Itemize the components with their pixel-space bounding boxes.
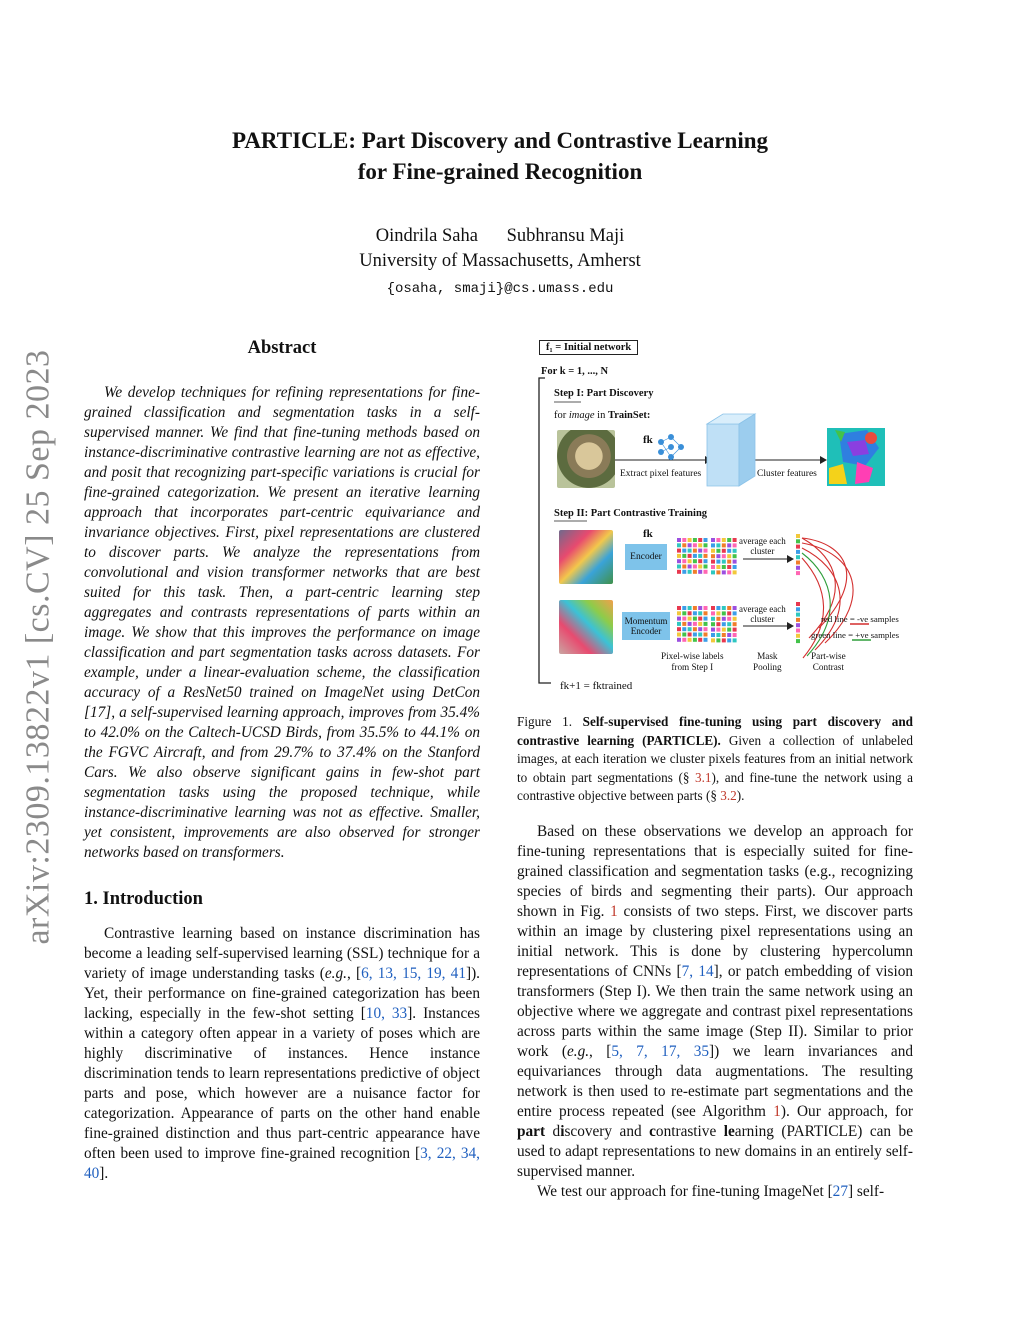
pixel-cell <box>677 633 681 637</box>
pixel-cell <box>722 538 726 542</box>
momentum-encoder-box <box>622 612 670 640</box>
abstract-text: We develop techniques for refining representations for fine-grained classification and segmentation tasks in a self-supervised manner. We find that fine-tuning methods based on instance-discriminative contrastive learning are not as effective, and posit that recognizing part-specific variations is crucial for fine-grained categorization. We present an iterative learning approach that incorporates part-centric equivariance and invariance objectives. First, pixel representations are clustered to discover parts. We analyze the representations from convolutional and vision transformer networks that are best suited for this task. Then, a part-centric learning step aggregates and contrasts representations of parts within an image. We show that this improves the performance on image classification and part segmentation tasks across datasets. For example, under a linear-evaluation scheme, the classification accuracy of a ResNet50 trained on ImageNet using DetCon [17], a self-supervised learning approach, improves from 35.4% to 42.0% on the Caltech-UCSD Birds, from 35.5% to 44.1% on the FGVC Aircraft, and from 29.7% to 37.4% on the Stanford Cars. We also observe significant gains in few-shot part segmentation tasks using the proposed technique, while instance-discriminative learning was not as effective. Smaller, yet consistent, improvements are also observed for stronger networks based on transformers. <box>84 384 480 861</box>
pixel-cell <box>677 554 681 558</box>
pixel-cell <box>693 565 697 569</box>
pixel-cell <box>693 606 697 610</box>
email: {osaha, smaji}@cs.umass.edu <box>386 281 614 297</box>
pixel-cell <box>733 622 737 626</box>
cluster-features-label: Cluster features <box>757 469 817 479</box>
section-ref-link[interactable]: 3.2 <box>720 788 737 804</box>
pixel-cell <box>704 627 708 631</box>
pixel-cell <box>733 628 737 632</box>
pixel-cell <box>796 639 800 643</box>
right-column <box>517 338 913 1202</box>
pixel-cell <box>727 617 731 621</box>
pixel-cell <box>733 554 737 558</box>
cluster-dots-bottom <box>711 606 739 644</box>
pixel-cell <box>698 633 702 637</box>
pixel-grid-momentum <box>677 606 709 644</box>
pixel-cell <box>722 611 726 615</box>
pixel-cell <box>688 559 692 563</box>
pixel-cell <box>733 565 737 569</box>
pixel-cell <box>682 638 686 642</box>
pixel-cell <box>727 570 731 574</box>
pixel-cell <box>716 633 720 637</box>
pixel-cell <box>698 570 702 574</box>
citation-link[interactable]: 27 <box>832 1182 848 1200</box>
pixel-cell <box>796 634 800 638</box>
pixel-cell <box>682 617 686 621</box>
section-heading-introduction: 1. Introduction <box>84 889 203 909</box>
cluster-dots-top <box>711 538 739 576</box>
pixel-cell <box>796 613 800 617</box>
pixel-cell <box>796 534 800 538</box>
bird-image <box>559 530 613 584</box>
pixel-cell <box>711 554 715 558</box>
momentum-label-1: Momentum <box>624 616 668 626</box>
pixel-cell <box>722 570 726 574</box>
pixel-cell <box>711 628 715 632</box>
pixel-cell <box>727 606 731 610</box>
pixel-cell <box>677 606 681 610</box>
pixel-cell <box>704 538 708 542</box>
pixel-cell <box>733 543 737 547</box>
pixel-cell <box>688 554 692 558</box>
pixel-cell <box>727 628 731 632</box>
citation-link[interactable]: 10, 33 <box>365 1005 408 1022</box>
pixel-cell <box>698 638 702 642</box>
pixel-cell <box>716 606 720 610</box>
citation-link[interactable]: 3, 22, 34, 40 <box>84 1145 480 1182</box>
pixel-cell <box>711 565 715 569</box>
pixel-cell <box>733 638 737 642</box>
pixel-cell <box>677 622 681 626</box>
pixel-cell <box>704 611 708 615</box>
pixel-cell <box>727 611 731 615</box>
left-column <box>84 338 480 1184</box>
paper-title <box>150 125 850 187</box>
segmentation-map <box>827 428 885 486</box>
pixel-cell <box>716 570 720 574</box>
contrast-curves <box>802 538 853 658</box>
pixel-cell <box>716 622 720 626</box>
avg-cluster-bottom: average each cluster <box>739 604 786 624</box>
pixel-cell <box>677 617 681 621</box>
pixel-cell <box>711 611 715 615</box>
pixel-cell <box>796 550 800 554</box>
arxiv-stamp <box>18 349 60 945</box>
avg-cluster-top: average each cluster <box>739 536 786 556</box>
pixel-cell <box>716 549 720 553</box>
author-1: Oindrila Saha <box>375 226 478 246</box>
pixel-cell <box>682 611 686 615</box>
citation-link[interactable]: 7, 14 <box>681 962 714 980</box>
pixel-cell <box>693 627 697 631</box>
pixel-cell <box>688 638 692 642</box>
pixel-cell <box>688 570 692 574</box>
pixel-cell <box>704 543 708 547</box>
for-image-label: for image in TrainSet: <box>554 410 651 421</box>
pixel-cell <box>698 565 702 569</box>
pixel-cell <box>682 570 686 574</box>
pixel-cell <box>796 623 800 627</box>
pixel-cell <box>677 570 681 574</box>
pixel-cell <box>704 554 708 558</box>
fk-label-1: fk <box>643 434 653 446</box>
arrowhead <box>787 555 794 563</box>
pixel-cell <box>722 617 726 621</box>
pixel-cell <box>722 638 726 642</box>
pixel-cell <box>722 560 726 564</box>
pixel-cell <box>677 538 681 542</box>
pixel-cell <box>682 606 686 610</box>
pixel-labels-caption: Pixel-wise labels from Step I <box>661 651 724 672</box>
algorithm-ref-link[interactable]: 1 <box>773 1102 781 1120</box>
encoder-box <box>625 544 667 570</box>
pixel-cell <box>722 628 726 632</box>
citation-link[interactable]: 5, 7, 17, 35 <box>611 1042 709 1060</box>
pixel-cell <box>796 561 800 565</box>
pixel-cell <box>796 545 800 549</box>
pixel-cell <box>677 627 681 631</box>
pixel-cell <box>722 606 726 610</box>
mask-pooling-caption: Mask Pooling <box>753 651 782 672</box>
pixel-cell <box>727 549 731 553</box>
pixel-cell <box>698 627 702 631</box>
pixel-cell <box>704 570 708 574</box>
pixel-cell <box>688 622 692 626</box>
pixel-cell <box>704 633 708 637</box>
citation-link[interactable]: 6, 13, 15, 19, 41 <box>361 965 466 982</box>
step2-heading: Step II: Part Contrastive Training <box>554 508 708 519</box>
pixel-cell <box>704 606 708 610</box>
pixel-cell <box>698 554 702 558</box>
author-2: Subhransu Maji <box>506 226 625 246</box>
pixel-cell <box>733 606 737 610</box>
initial-network-label: f₁ = Initial network <box>546 342 632 353</box>
pixel-cell <box>727 538 731 542</box>
loop-bracket <box>539 378 551 683</box>
pooled-vector-bottom <box>796 602 804 646</box>
pixel-cell <box>727 638 731 642</box>
bird-image <box>557 430 615 488</box>
pixel-cell <box>698 538 702 542</box>
pixel-cell <box>796 566 800 570</box>
pixel-cell <box>693 543 697 547</box>
pixel-cell <box>682 633 686 637</box>
green-legend: green line = +ve samples <box>811 630 900 640</box>
pixel-cell <box>698 559 702 563</box>
pixel-cell <box>693 538 697 542</box>
pixel-cell <box>704 565 708 569</box>
pixel-cell <box>682 538 686 542</box>
pixel-cell <box>733 560 737 564</box>
pixel-cell <box>722 633 726 637</box>
pixel-cell <box>711 638 715 642</box>
pixel-cell <box>727 565 731 569</box>
pixel-cell <box>716 565 720 569</box>
pixel-cell <box>682 565 686 569</box>
pixel-cell <box>682 622 686 626</box>
pixel-cell <box>677 565 681 569</box>
pixel-cell <box>796 539 800 543</box>
pixel-cell <box>693 633 697 637</box>
extract-features-label: Extract pixel features <box>620 469 702 479</box>
pixel-cell <box>688 627 692 631</box>
pixel-cell <box>727 543 731 547</box>
pixel-cell <box>727 554 731 558</box>
arrowhead <box>787 622 794 630</box>
pixel-cell <box>727 560 731 564</box>
pixel-cell <box>733 617 737 621</box>
fk-label-2: fk <box>643 528 653 540</box>
pixel-cell <box>688 543 692 547</box>
pixel-cell <box>698 549 702 553</box>
pixel-cell <box>693 617 697 621</box>
pixel-cell <box>796 571 800 575</box>
pixel-cell <box>716 611 720 615</box>
pixel-cell <box>693 570 697 574</box>
pixel-cell <box>682 627 686 631</box>
pixel-cell <box>688 633 692 637</box>
pixel-cell <box>733 611 737 615</box>
figure-caption: Figure 1. Self-supervised fine-tuning using part discovery and contrastive learning (PARTICLE). Given a collection of unlabeled images, at each iteration we cluster pixels features from an initial network to obtain part segmentations (§ 3.1), and fine-tune the network using a contrastive objective between parts (§ 3.2). <box>517 714 914 804</box>
pixel-cell <box>688 606 692 610</box>
pixel-cell <box>796 555 800 559</box>
title-line-1: PARTICLE: Part Discovery and Contrastive Learning <box>231 128 769 153</box>
pixel-cell <box>727 622 731 626</box>
pixel-cell <box>711 549 715 553</box>
encoder-label: Encoder <box>630 552 662 562</box>
pixel-cell <box>711 570 715 574</box>
pixel-cell <box>704 617 708 621</box>
pixel-cell <box>698 617 702 621</box>
pixel-cell <box>711 538 715 542</box>
title-line-2: for Fine-grained Recognition <box>357 159 643 184</box>
pixel-cell <box>727 633 731 637</box>
pixel-cell <box>711 622 715 626</box>
pixel-cell <box>704 622 708 626</box>
figure-ref-link[interactable]: 1 <box>610 902 618 920</box>
pooled-vector-top <box>796 534 804 578</box>
abstract-heading: Abstract <box>247 338 317 358</box>
pixel-cell <box>733 570 737 574</box>
pixel-cell <box>711 560 715 564</box>
pixel-cell <box>677 638 681 642</box>
update-rule: fk+1 = fktrained <box>560 680 633 692</box>
pixel-cell <box>796 602 800 606</box>
pixel-cell <box>682 559 686 563</box>
figure-1 <box>517 338 913 703</box>
pixel-cell <box>716 638 720 642</box>
pixel-cell <box>711 617 715 621</box>
pixel-cell <box>682 543 686 547</box>
pixel-cell <box>698 606 702 610</box>
pixel-grid-encoder <box>677 538 709 576</box>
pixel-cell <box>722 549 726 553</box>
pixel-cell <box>796 607 800 611</box>
pixel-cell <box>688 611 692 615</box>
pixel-cell <box>711 606 715 610</box>
pixel-cell <box>693 549 697 553</box>
pixel-cell <box>693 559 697 563</box>
pixel-cell <box>722 543 726 547</box>
pixel-cell <box>688 538 692 542</box>
pixel-cell <box>688 617 692 621</box>
arrowhead <box>820 456 827 464</box>
pixel-cell <box>716 554 720 558</box>
pixel-cell <box>716 538 720 542</box>
pixel-cell <box>733 538 737 542</box>
pixel-cell <box>688 565 692 569</box>
pixel-cell <box>682 554 686 558</box>
step1-heading: Step I: Part Discovery <box>554 388 654 399</box>
red-legend: red line = -ve samples <box>821 614 899 624</box>
pixel-cell <box>688 549 692 553</box>
pixel-cell <box>704 549 708 553</box>
pixel-cell <box>693 622 697 626</box>
pixel-cell <box>677 611 681 615</box>
pixel-cell <box>677 543 681 547</box>
pixel-cell <box>716 628 720 632</box>
pixel-cell <box>704 559 708 563</box>
part-contrast-caption: Part-wise Contrast <box>811 651 846 672</box>
pixel-cell <box>682 549 686 553</box>
pixel-cell <box>733 549 737 553</box>
network-icon <box>658 434 684 460</box>
pixel-cell <box>677 549 681 553</box>
pixel-cell <box>693 611 697 615</box>
pixel-cell <box>693 638 697 642</box>
pixel-cell <box>711 633 715 637</box>
affiliation: University of Massachusetts, Amherst <box>359 251 641 271</box>
intro-paragraph-3: We test our approach for fine-tuning ImageNet [27] self- <box>537 1182 885 1200</box>
author-block <box>250 224 750 302</box>
pixel-cell <box>698 622 702 626</box>
intro-paragraph-2: Based on these observations we develop an approach for fine-tuning representations that is especially suited for fine-grained classification and segmentation tasks (e.g., recognizing species of birds and segmenting their parts). Our approach shown in Fig. 1 consists of two steps. First, we discover parts within an image by clustering pixel representations using an initial network. This is done by clustering hypercolumn representations of CNNs [7, 14], or patch embedding of vision transformers (Step I). We then train the same network using an objective where we aggregate and contrast pixel representations across parts within the same image (Step II). Similar to prior work (e.g., [5, 7, 17, 35]) we learn invariances and equivariances through data augmentations. The resulting network is then used to re-estimate part segmentations and the entire process repeated (see Algorithm 1). Our approach, for part discovery and contrastive learning (PARTICLE) can be used to adapt representations to new domains in an entirely self-supervised manner. <box>517 822 913 1180</box>
pixel-cell <box>677 559 681 563</box>
loop-label: For k = 1, ..., N <box>541 366 609 377</box>
pixel-cell <box>722 554 726 558</box>
pixel-cell <box>698 611 702 615</box>
arxiv-stamp-text: arXiv:2309.13822v1 [cs.CV] 25 Sep 2023 <box>20 349 57 945</box>
pixel-cell <box>704 638 708 642</box>
feature-cube <box>707 414 755 486</box>
pixel-cell <box>796 629 800 633</box>
pixel-cell <box>733 633 737 637</box>
intro-paragraph-1: Contrastive learning based on instance discrimination has become a leading self-supervised learning (SSL) technique for a variety of image understanding tasks (e.g., [6, 13, 15, 19, 41]). Yet, their performance on fine-grained categorization has been lacking, especially in the few-shot setting [10, 33]. Instances within a category often appear in a variety of poses which are highly discriminative of instances. Hence instance discrimination tends to learn representations predictive of object parts and pose, which however are a nuisance factor for categorization. Appearance of parts on the other hand enable fine-grained distinction and thus part-centric appearance have often been used to improve fine-grained recognition [3, 22, 34, 40]. <box>84 925 480 1182</box>
pixel-cell <box>693 554 697 558</box>
pixel-cell <box>796 618 800 622</box>
pixel-cell <box>711 543 715 547</box>
pixel-cell <box>722 622 726 626</box>
bird-image <box>559 600 613 654</box>
pixel-cell <box>722 565 726 569</box>
pixel-cell <box>716 543 720 547</box>
pixel-cell <box>716 617 720 621</box>
pixel-cell <box>716 560 720 564</box>
section-ref-link[interactable]: 3.1 <box>695 769 712 785</box>
momentum-label-2: Encoder <box>630 626 662 636</box>
pixel-cell <box>698 543 702 547</box>
